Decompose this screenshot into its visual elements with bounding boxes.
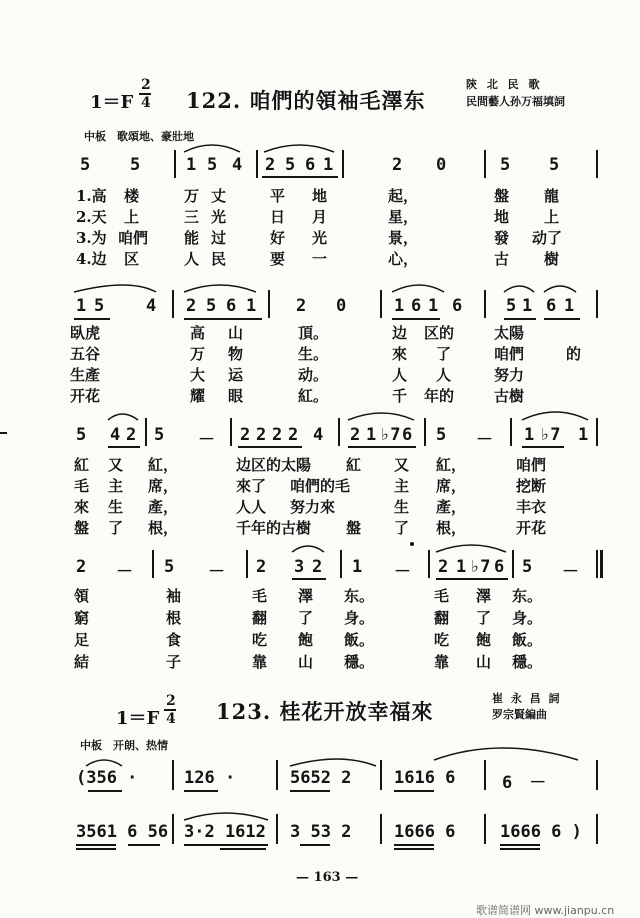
lyric: 一 [312,250,328,268]
note: 2 [256,425,267,445]
lyric: 人人 [236,498,267,516]
lyric: 盤 [346,519,362,537]
note: 1 [352,557,363,577]
note: 5 [164,557,175,577]
note: 5 [154,425,165,445]
slur [264,145,334,152]
lyric: 动了 [532,229,563,247]
lyric: 了 [298,609,314,627]
note: 5 [206,296,217,316]
note: － [562,562,579,582]
note: 1 [394,296,405,316]
lyric: 生 [394,498,410,516]
note: 2 [272,425,283,445]
lyric: 运 [228,366,244,384]
lyric: 光 [312,229,328,247]
note: 5 [522,557,533,577]
lyric: 澤 [298,587,314,605]
lyric: 席， [436,477,467,495]
margin-mark [0,432,7,434]
lyric: 动。 [298,366,329,384]
note-group: 1616 6 [394,768,456,788]
note: 1 [428,296,439,316]
lyric: 穩。 [512,653,543,671]
lyric: 龍 [544,187,560,205]
note: － [116,562,133,582]
lyric: 生產 [70,366,101,384]
note: 6 [305,155,316,175]
lyric: 地 [312,187,328,205]
note: 6 [402,425,413,445]
lyric: 毛 [434,587,450,605]
lyric: 要 [270,250,286,268]
lyric: 1.高 [76,187,107,205]
note: 2 [240,425,251,445]
note: 2 [350,425,361,445]
note-group: (356 · [76,768,138,788]
lyric: 生 [108,498,124,516]
note: 3 [294,557,305,577]
slur [184,813,268,820]
lyric: 东。 [512,587,543,605]
lyric: 根， [148,519,179,537]
slur [184,145,240,152]
lyric: 咱們 [516,456,547,474]
note: 5 [285,155,296,175]
lyric: 樹 [544,250,560,268]
lyric: 五谷 [70,345,101,363]
lyric: 边 [392,324,408,342]
lyric: 物 [228,345,244,363]
lyric: 紅。 [298,387,329,405]
watermark: 歌谱简谱网 www.jianpu.cn [476,904,615,917]
note: 5 [436,425,447,445]
lyric: 生。 [298,345,329,363]
lyric: 靠 [434,653,450,671]
lyric: 心， [388,250,419,268]
note: 1 [564,296,575,316]
lyric: 主 [394,477,410,495]
lyric: 根， [436,519,467,537]
slur [86,760,122,766]
lyric: 飯。 [512,631,543,649]
lyric: 足 [74,631,90,649]
lyric: 大 [190,366,206,384]
note: 2 [186,296,197,316]
lyric: 食 [166,631,182,649]
note: ♭7 [470,557,491,577]
note: 1 [524,425,535,445]
lyric: 努力來 [290,498,336,516]
lyric: 上 [124,208,140,226]
note: － [476,430,493,450]
lyric: 又 [108,456,124,474]
note: 1 [76,296,87,316]
note: － [208,562,225,582]
time-signature-bottom-123: 4 [166,711,176,727]
lyric: 飽 [476,631,492,649]
time-signature-top-122: 2 [141,77,151,93]
note: 1 [246,296,257,316]
lyric: 了 [476,609,492,627]
lyric: 毛 [252,587,268,605]
lyric: 袖 [166,587,182,605]
song-title-122: 122. 咱們的領袖毛澤东 [186,88,426,113]
lyric: 結 [74,653,90,671]
note: 2 [288,425,299,445]
lyric: 眼 [228,387,244,405]
note-group: 1666 6 [394,822,456,842]
note: 1 [186,155,197,175]
key-signature-123: 1＝F [116,708,160,729]
lyric: 2.天 [76,208,107,226]
note: 1 [456,557,467,577]
lyric: 年的 [424,387,455,405]
note: 6 [411,296,422,316]
slur [348,413,414,420]
lyric: 上 [544,208,560,226]
lyric: 翻 [252,609,268,627]
song-title-123: 123. 桂花开放幸福來 [216,699,434,724]
lyric: 領 [74,587,90,605]
lyric: 根 [166,609,182,627]
lyric: 人 [436,366,452,384]
slur [522,412,588,420]
lyric: 靠 [252,653,268,671]
lyric: 边区的太陽 [236,456,312,474]
lyric: 古 [494,250,510,268]
lyric: 產， [436,498,467,516]
lyric: 耀 [190,387,206,405]
slur [184,285,256,292]
lyric: 千年的古樹 [236,519,312,537]
lyric: 盤 [74,519,90,537]
note: 5 [76,425,87,445]
lyric: 紅 [74,456,90,474]
note: ♭7 [380,425,401,445]
note: 0 [336,296,347,316]
slur [74,285,156,292]
lyric: 山 [298,653,314,671]
lyric: 席， [148,477,179,495]
credit-line1-122: 陝 北 民 歌 [466,78,543,91]
lyric: 好 [270,229,286,247]
lyric: 紅 [346,456,362,474]
lyric: 飽 [298,631,314,649]
lyric: 頂。 [298,324,329,342]
note: 5 [506,296,517,316]
lyric: 吃 [252,631,268,649]
lyric: 区的 [424,324,455,342]
lyric: 景， [388,229,419,247]
lyric: 万丈 [184,187,239,205]
slur [108,414,138,420]
lyric: 起， [388,187,419,205]
lyric: 穩。 [344,653,375,671]
note: － [198,430,215,450]
note: 5 [94,296,105,316]
lyric: 來 [74,498,90,516]
lyric: 的 [566,345,582,363]
lyric: 吃 [434,631,450,649]
note: 2 [392,155,403,175]
lyric: 开花 [516,519,547,537]
lyric: 东。 [344,587,375,605]
lyric: 澤 [476,587,492,605]
lyric: 高 [190,324,206,342]
note: 6 [452,296,463,316]
note: 2 [265,155,276,175]
lyric: 地 [494,208,510,226]
lyric: 咱們 [494,345,525,363]
lyric: 咱們的毛 [290,477,351,495]
lyric: 万 [190,345,206,363]
lyric: 發 [494,229,510,247]
lyric: 能过 [184,229,239,247]
note: 1 [323,155,334,175]
note: 4 [110,425,121,445]
note: 4 [313,425,324,445]
note-group: 3 53 2 [290,822,352,842]
note: 5 [549,155,560,175]
tempo-marking-122: 中板 歌頌地、豪壯地 [84,130,194,143]
lyric: 咱們 [118,229,149,247]
lyric: 4.边 [76,250,107,268]
slur [392,285,444,292]
lyric: 挖断 [516,477,547,495]
note-group: 6 － [502,773,547,793]
credit-line2-123: 罗宗賢編曲 [492,708,547,721]
lyric: 了 [108,519,124,537]
lyric: 主 [108,477,124,495]
note: 1 [522,296,533,316]
lyric: 古樹 [494,387,525,405]
slur [436,545,506,552]
lyric: 开花 [70,387,101,405]
lyric: 日 [270,208,286,226]
slur [292,546,324,552]
note-group: 3·2 1612 [184,822,266,842]
lyric: 人民 [184,250,239,268]
lyric: 窮 [74,609,90,627]
note-group: 1666 6 ) [500,822,582,842]
slur [290,759,376,766]
note: ♭7 [540,425,561,445]
note: 5 [80,155,91,175]
lyric: 紅， [436,456,467,474]
lyric: 星， [388,208,419,226]
lyric: 又 [394,456,410,474]
lyric: 区 [124,250,140,268]
tempo-marking-123: 中板 开朗、热情 [80,739,168,752]
lyric: 山 [476,653,492,671]
lyric: 臥虎 [70,324,101,342]
note: 2 [438,557,449,577]
note: 2 [256,557,267,577]
note-group: 3561 6 56 [76,822,169,842]
note: 1 [366,425,377,445]
note: 6 [546,296,557,316]
lyric: 來了 [236,477,267,495]
note: － [394,562,411,582]
lyric: 產， [148,498,179,516]
note-group: 5652 2 [290,768,352,788]
credit-line2-122: 民間藝人孙万福填詞 [466,95,565,108]
lyric: 月 [312,208,328,226]
lyric: 平 [270,187,286,205]
lyric: 了 [394,519,410,537]
note: 5 [500,155,511,175]
slur [504,286,534,292]
lyric: 千 [392,387,408,405]
lyric: 三光 [184,208,239,226]
slur [544,286,576,292]
note: 2 [312,557,323,577]
lyric: 3.为 [76,229,107,247]
slur [434,748,578,760]
note: 6 [226,296,237,316]
lyric: 了 [436,345,452,363]
lyric: 子 [166,653,182,671]
time-signature-bottom-122: 4 [141,95,151,111]
lyric: 盤 [494,187,510,205]
lyric: 太陽 [494,324,525,342]
note: 1 [578,425,589,445]
note: 6 [494,557,505,577]
lyric: 努力 [494,366,525,384]
key-signature-122: 1＝F [90,92,134,113]
lyric: 翻 [434,609,450,627]
lyric: 丰衣 [516,498,547,516]
lyric: 來 [392,345,408,363]
lyric: 人 [392,366,408,384]
note: 4 [146,296,157,316]
note: 2 [126,425,137,445]
lyric: 楼 [124,187,140,205]
note: 4 [232,155,243,175]
ink-dot [410,542,414,546]
note: 2 [76,557,87,577]
lyric: 身。 [344,609,375,627]
page-number: — 163 — [296,870,359,885]
note: 5 [207,155,218,175]
lyric: 毛 [74,477,90,495]
lyric: 紅， [148,456,179,474]
time-signature-top-123: 2 [166,693,176,709]
note: 2 [296,296,307,316]
note: 5 [130,155,141,175]
lyric: 飯。 [344,631,375,649]
lyric: 身。 [512,609,543,627]
lyric: 山 [228,324,244,342]
note: 0 [436,155,447,175]
note-group: 126 · [184,768,236,788]
credit-line1-123: 崔 永 昌 詞 [492,692,562,705]
